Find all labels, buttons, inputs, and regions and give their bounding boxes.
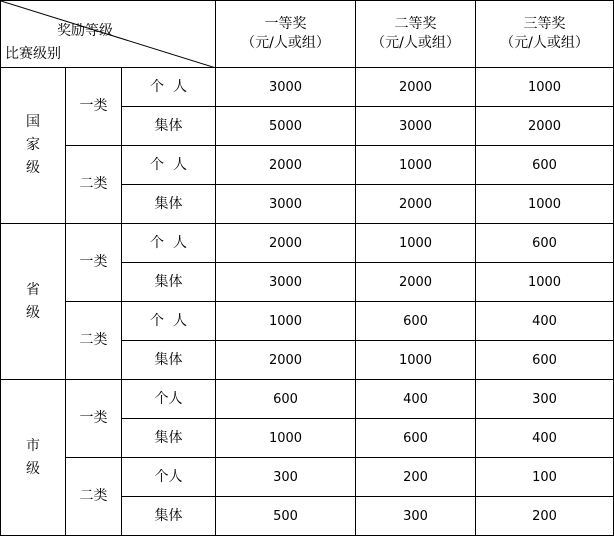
- value-cell: 600: [476, 224, 614, 263]
- value-cell: 3000: [356, 107, 476, 146]
- column-header-second-prize: [356, 1, 476, 68]
- diagonal-header-cell: [1, 1, 216, 68]
- value-cell: 2000: [216, 224, 356, 263]
- value-cell: 600: [356, 419, 476, 458]
- column-header-unit: （元/人或组）: [371, 35, 460, 51]
- value-cell: 600: [476, 341, 614, 380]
- category-cell: 一类: [66, 224, 122, 302]
- value-cell: 600: [216, 380, 356, 419]
- value-cell: 1000: [216, 419, 356, 458]
- value-cell: 1000: [216, 302, 356, 341]
- level-label: 市级: [25, 437, 40, 477]
- level-cell-city: [1, 380, 66, 536]
- value-cell: 200: [476, 497, 614, 536]
- type-cell: 个人: [122, 380, 216, 419]
- value-cell: 2000: [356, 185, 476, 224]
- level-cell-national: [1, 68, 66, 224]
- value-cell: 3000: [216, 263, 356, 302]
- value-cell: 200: [356, 458, 476, 497]
- type-cell: 个 人: [122, 224, 216, 263]
- value-cell: 300: [476, 380, 614, 419]
- column-header-third-prize: [476, 1, 614, 68]
- value-cell: 2000: [356, 263, 476, 302]
- table-row: [1, 380, 614, 419]
- column-header-name: 二等奖: [394, 16, 437, 32]
- category-cell: 二类: [66, 146, 122, 224]
- category-cell: 一类: [66, 380, 122, 458]
- category-cell: 一类: [66, 68, 122, 146]
- award-level-label: 奖励等级: [57, 23, 113, 39]
- column-header-name: 三等奖: [523, 16, 566, 32]
- value-cell: 1000: [476, 185, 614, 224]
- value-cell: 500: [216, 497, 356, 536]
- value-cell: 600: [356, 302, 476, 341]
- type-cell: 集体: [122, 419, 216, 458]
- column-header-unit: （元/人或组）: [241, 35, 330, 51]
- value-cell: 1000: [356, 341, 476, 380]
- value-cell: 2000: [476, 107, 614, 146]
- type-cell: 个 人: [122, 302, 216, 341]
- type-cell: 集体: [122, 497, 216, 536]
- type-cell: 集体: [122, 341, 216, 380]
- value-cell: 400: [476, 419, 614, 458]
- type-cell: 集体: [122, 107, 216, 146]
- header-row: [1, 1, 614, 68]
- type-cell: 个人: [122, 458, 216, 497]
- value-cell: 1000: [476, 68, 614, 107]
- category-cell: 二类: [66, 302, 122, 380]
- table-row: [1, 302, 614, 341]
- category-cell: 二类: [66, 458, 122, 536]
- value-cell: 1000: [356, 224, 476, 263]
- type-cell: 集体: [122, 185, 216, 224]
- level-label: 省级: [25, 281, 40, 321]
- level-cell-provincial: [1, 224, 66, 380]
- value-cell: 600: [476, 146, 614, 185]
- value-cell: 2000: [216, 146, 356, 185]
- table-row: [1, 224, 614, 263]
- column-header-name: 一等奖: [264, 16, 307, 32]
- table-row: [1, 458, 614, 497]
- value-cell: 400: [356, 380, 476, 419]
- value-cell: 2000: [216, 341, 356, 380]
- value-cell: 300: [216, 458, 356, 497]
- column-header-first-prize: [216, 1, 356, 68]
- value-cell: 1000: [356, 146, 476, 185]
- type-cell: 个 人: [122, 68, 216, 107]
- competition-level-label: 比赛级别: [5, 46, 61, 62]
- value-cell: 3000: [216, 185, 356, 224]
- level-label: 国家级: [25, 114, 40, 176]
- type-cell: 个 人: [122, 146, 216, 185]
- value-cell: 400: [476, 302, 614, 341]
- value-cell: 300: [356, 497, 476, 536]
- table-row: [1, 68, 614, 107]
- type-cell: 集体: [122, 263, 216, 302]
- value-cell: 100: [476, 458, 614, 497]
- value-cell: 2000: [356, 68, 476, 107]
- table-row: [1, 146, 614, 185]
- value-cell: 3000: [216, 68, 356, 107]
- value-cell: 1000: [476, 263, 614, 302]
- column-header-unit: （元/人或组）: [500, 35, 589, 51]
- value-cell: 5000: [216, 107, 356, 146]
